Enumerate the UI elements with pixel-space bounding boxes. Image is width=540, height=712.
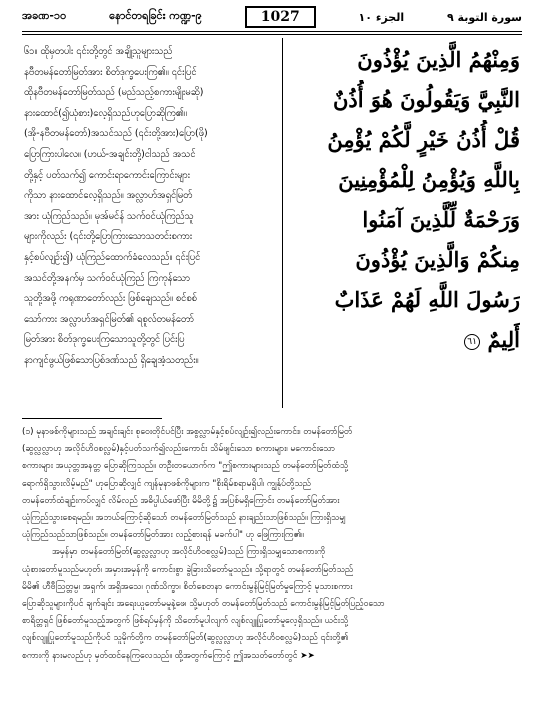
translation-line: နာကျင်ဖွယ်ဖြစ်သောပြစ်ဒဏ်သည် ရှိချေအံ့သတည်း။ — [24, 354, 199, 366]
juz-title-mm: နောင်တရခြင်း ကဏ္ဍ-၉ — [109, 9, 202, 22]
translation-line: (အို-နဗီတမန်တော်)အသင်သည် (၎င်းတို့အား)ပြော(ဖို) — [24, 128, 208, 140]
footnote-line: မိမိ၏ ဟီဗီသြတ္တမ္ပ၊ အရှက်၊ အရှိအသေ၊ ဂုဏ်သိက္ခာ၊ စိတ်စေတနာ ကောင်းမွန်မြင့်မြတ်မှုကြောင့် မုသားစကား — [22, 581, 353, 592]
footnote-line: တမန်တော်ထံချဉ်းကပ်လျှင် လိမ်လည် အဓိပ္ပါယ်ဖော်ပြီး မိမိတို့၌ အပြစ်မရှိကြောင်း တမန်တော်မြတ်အား — [22, 495, 340, 506]
page-header — [22, 6, 522, 28]
footnote-line: ရောက်ရှိသွားလိမ့်မည်" ဟုပြောဆိုလျှင် ကျန်မုနာဖစ်ကိုများက "စိုးရိမ်စရာမရှိပါ၊ ကျွန်ုပ်တို့သည် — [22, 478, 311, 489]
translation-line: ၆၁။ ထိုမှတပါး ၎င်းတို့တွင် အချို့သူများသည် — [24, 46, 173, 57]
arabic-line: قُلْ أُذُنُ خَيْرٍ لَّكُمْ يُؤْمِنُ — [327, 127, 520, 152]
verse-number-marker: ٦١ — [464, 334, 480, 350]
arabic-line: رَسُولَ اللَّهِ لَهُمْ عَذَابٌ — [334, 287, 520, 312]
translation-line: ပြောကြားပါလေ။ (ဟယ်-အချင်းတို့)ငါသည် အသင် — [24, 148, 196, 160]
arabic-line: بِاللَّهِ وَيُؤْمِنُ لِلْمُؤْمِنِينَ — [338, 167, 520, 192]
arabic-line-last — [290, 320, 520, 360]
footnote-line: ပြောဆိုသူများကိုပင် ချက်ချင်း အရေးယူတော်မမူနဲ့ဖေ၊ သို့မဟုတ် တမန်တော်မြတ်သည် ကောင်းမွန်မြင့်မြတ်ပြည့်ဝသော — [22, 599, 385, 610]
translation-line: ကိုသာ နားထောင်လေ့ရှိသည်။ အလ္လာဟ်အရှင်မြတ် — [24, 190, 193, 202]
footnote-block — [22, 424, 522, 706]
footnote-line: ယုံစားတော်မူသည်မဟုတ်၊ အမှားအမှန်ကို ကောင်းစွာ ခွဲခြားသိတော်မူသည်။ သို့ရာတွင် တမန်တော်မြတ်သည် — [22, 564, 354, 575]
footnote-line: အမှန်မှာ တမန်တော်မြတ်(ဆွလ္လလ္လာဟု အလိုင်ဟိဝစလ္လမ်)သည် ကြားရှိသမျှသောစကားကို — [52, 547, 326, 558]
header-rule-bottom — [22, 34, 522, 35]
translation-line: သူတို့အဖို့ ကရုဏာတော်လည်း ဖြစ်ချေသည်။ စင်စစ် — [24, 293, 197, 305]
arabic-verse-column — [290, 40, 520, 410]
translation-line: မြတ်အား စိတ်ဒုက္ခပေးကြသောသူတို့တွင် ပြင်းပြ — [24, 334, 185, 346]
juz-label-ar: الجزء ١٠ — [358, 10, 405, 24]
surah-label-ar: سورة التوبة ٩ — [446, 10, 522, 24]
footnote-line: စာရိတ္တရှင် ဖြစ်တော်မူသည့်အတွက် ဖြစ်ရပ်မှန်ကို သိတော်မူပါလျက် လျစ်လျူပြုတော်မူလေ့ရှိသည်။ ယင်းသို့ — [22, 616, 349, 627]
translation-line: အား ယုံကြည်သည်။ မုအ်မင်န် သက်ဝင်ယုံကြည်သူ — [24, 210, 194, 222]
translation-line: ထိုနဗီတမန်တော်မြတ်သည် (မည်သည့်စကားမျိုးမဆို) — [24, 87, 204, 99]
juz-label-mm: အခဏ-၁၀ — [22, 9, 67, 22]
translation-line: များကိုလည်း (၎င်းတို့ပြောကြားသောသတင်းစကား — [24, 231, 193, 243]
translation-line: သော်ကား အလ္လာဟ်အရှင်မြတ်၏ ရစူလ်တမန်တော် — [24, 313, 194, 325]
translation-line: နားထောင်(၍ယုံစား)လေ့ရှိသည်ဟုပြောဆိုကြ၏။ — [24, 107, 187, 119]
translation-line: တို့နှင့် ပတ်သက်၍ ကောင်းရာကောင်းကြောင်းများ — [24, 169, 191, 181]
translation-line: နှင့်စပ်လျဉ်း၍) ယုံကြည်ထောက်ခံလေသည်။ ၎င်းပြင် — [24, 251, 201, 263]
footnote-line: ယုံကြည်သွားစေရမည်။ အဘယ်ကြောင့်ဆိုသော် တမန်တော်မြတ်သည် နားချည်းသာဖြစ်သည်။ ကြားရှိသမျှ — [22, 513, 346, 524]
footnote-line: ယုံကြည်သည်သာဖြစ်သည်။ တမန်တော်မြတ်အား လည့်စားရန် မခက်ပါ" ဟု ဖြေကြားကြ၏။ — [22, 530, 304, 541]
arabic-line: وَمِنْهُمُ الَّذِينَ يُؤْذُونَ — [357, 47, 520, 72]
translation-line: အသင်တို့အနက်မှ သက်ဝင်ယုံကြည် ကြကုန်သော — [24, 272, 190, 284]
page-number: 1027 — [245, 6, 316, 28]
footnote-line: (ဆွလ္လလ္လာဟု အလိုင်ဟိဝစလ္လမ်)နှင့်ပတ်သက်၍လည်းကောင်း သိမ်ဖျင်းသော စကားများ၊ မကောင်းသော — [22, 444, 336, 455]
footnote-divider — [22, 418, 162, 419]
arabic-line-text: أَلِيمٌ — [487, 327, 520, 352]
translation-column — [24, 42, 274, 402]
footnote-line: စကားကို နားမလည်ဟု မှတ်ထင်နေကြလေသည်။ ထို့အတွက်ကြောင့် ဤအသတ်တော်တွင် ➤➤ — [22, 650, 315, 661]
column-divider — [282, 38, 283, 408]
arabic-line: مِنكُمْ وَالَّذِينَ يُؤْذُونَ — [355, 247, 520, 272]
footnote-line: (၁) မုနာဖစ်ကိုများသည် အချင်းချင်း စုဝေးတိုင်ပင်ပြီး အစွလ္လာမ်နှင့်စပ်လျဉ်း၍လည်းကောင်း၊ တမန်တော်မြတ် — [22, 427, 353, 437]
translation-line: နဗီတမန်တော်မြတ်အား စိတ်ဒုက္ခပေးကြ၏။ ၎င်းပြင် — [24, 66, 197, 78]
footnote-line: လျစ်လျူပြုတော်မူသည်ကိုပင် သူမိုက်တို့က တမန်တော်မြတ်(ဆွလ္လလ္လာဟု အလိုင်ဟိဝစလ္လမ်)သည် ၎င်းတို့၏ — [22, 633, 349, 644]
arabic-line: النَّبِيَّ وَيَقُولُونَ هُوَ أُذُنٌ — [332, 87, 520, 112]
arabic-line: وَرَحْمَةٌ لِّلَّذِينَ آمَنُوا — [362, 207, 520, 232]
header-rule-top — [22, 31, 522, 32]
footnote-line: စကားများ အယုတ္တအနတ္တ ပြောဆိုကြသည်။ တဦးတယောက်က "ဤစကားများသည် တမန်တော်မြတ်ထံသို့ — [22, 461, 349, 472]
